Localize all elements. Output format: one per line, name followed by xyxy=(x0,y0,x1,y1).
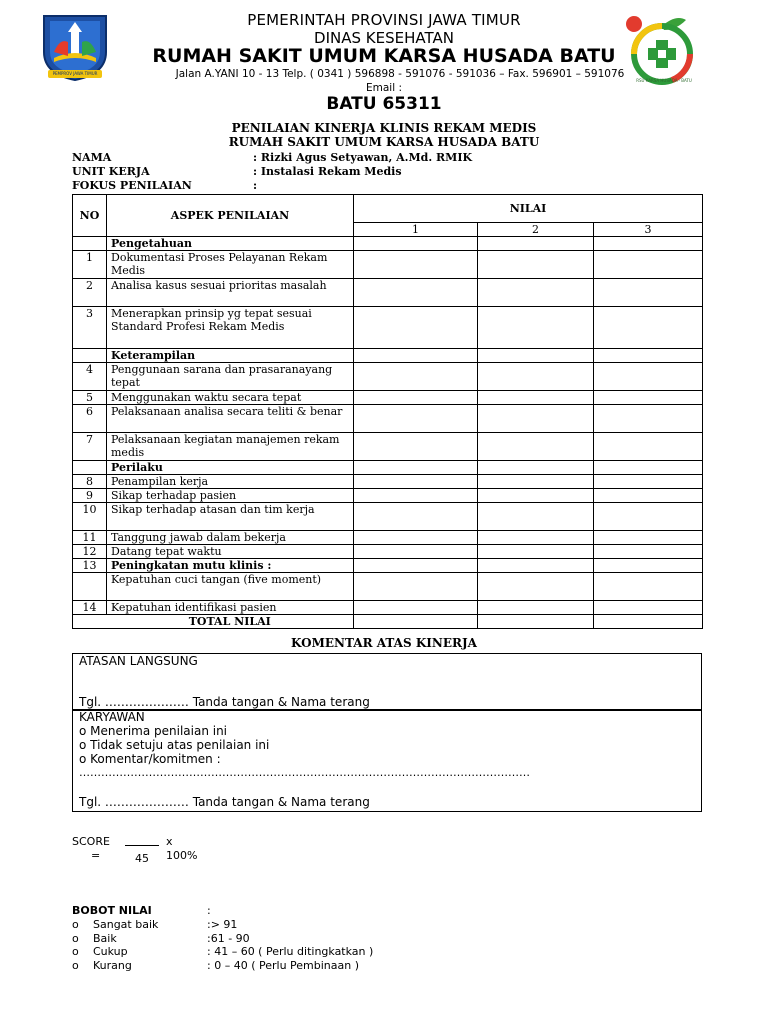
row-no: 10 xyxy=(73,503,107,531)
score-cell[interactable] xyxy=(478,433,594,461)
score-cell[interactable] xyxy=(478,475,594,489)
section-no-cell xyxy=(73,461,107,475)
bobot-range: :> 91 xyxy=(207,918,238,931)
col-aspek-header: ASPEK PENILAIAN xyxy=(107,195,354,237)
score-cell[interactable] xyxy=(478,237,594,251)
score-cell[interactable] xyxy=(354,279,478,307)
score-fraction-line xyxy=(125,845,159,846)
score-denominator: 45 xyxy=(135,852,149,865)
row-no: 14 xyxy=(73,601,107,615)
score-cell[interactable] xyxy=(594,237,703,251)
row-no: 4 xyxy=(73,363,107,391)
score-cell[interactable] xyxy=(478,545,594,559)
row-no: 3 xyxy=(73,307,107,349)
bobot-title: BOBOT NILAI xyxy=(72,904,152,917)
score-cell[interactable] xyxy=(354,307,478,349)
score-cell[interactable] xyxy=(594,363,703,391)
atasan-label: ATASAN LANGSUNG xyxy=(79,654,198,668)
score-cell[interactable] xyxy=(478,559,594,573)
score-percent: 100% xyxy=(166,849,198,862)
section-perilaku: Perilaku xyxy=(107,461,354,475)
score-cell[interactable] xyxy=(478,601,594,615)
score-cell[interactable] xyxy=(594,251,703,279)
score-cell[interactable] xyxy=(354,433,478,461)
row-aspek: Pelaksanaan kegiatan manajemen rekam medis xyxy=(107,433,354,461)
bobot-bullet: o xyxy=(72,918,79,931)
score-cell[interactable] xyxy=(354,363,478,391)
bobot-name: Sangat baik xyxy=(93,918,159,931)
bobot-bullet: o xyxy=(72,959,79,972)
score-cell[interactable] xyxy=(478,279,594,307)
score-cell[interactable] xyxy=(354,489,478,503)
bobot-range: :61 - 90 xyxy=(207,932,250,945)
score-cell[interactable] xyxy=(354,405,478,433)
komentar-atasan-box xyxy=(72,653,702,711)
bobot-name: Cukup xyxy=(93,945,128,958)
city-postcode: BATU 65311 xyxy=(326,94,442,114)
option-tidak-setuju[interactable]: o Tidak setuju atas penilaian ini xyxy=(79,738,270,752)
score-cell[interactable] xyxy=(594,405,703,433)
score-cell[interactable] xyxy=(478,405,594,433)
score-cell[interactable] xyxy=(478,503,594,531)
bobot-bullet: o xyxy=(72,932,79,945)
score-cell[interactable] xyxy=(354,251,478,279)
field-unit-value: : Instalasi Rekam Medis xyxy=(253,165,402,178)
total-cell[interactable] xyxy=(478,615,594,629)
score-cell[interactable] xyxy=(594,545,703,559)
score-cell[interactable] xyxy=(354,559,478,573)
row-no: 5 xyxy=(73,391,107,405)
score-col-1: 1 xyxy=(354,223,478,237)
karyawan-label: KARYAWAN xyxy=(79,710,145,724)
option-menerima[interactable]: o Menerima penilaian ini xyxy=(79,724,228,738)
section-keterampilan: Keterampilan xyxy=(107,349,354,363)
total-no-cell xyxy=(73,615,107,629)
score-cell[interactable] xyxy=(478,531,594,545)
form-title-2: RUMAH SAKIT UMUM KARSA HUSADA BATU xyxy=(228,135,540,149)
row-aspek: Datang tepat waktu xyxy=(107,545,354,559)
total-cell[interactable] xyxy=(594,615,703,629)
form-title-1: PENILAIAN KINERJA KLINIS REKAM MEDIS xyxy=(231,121,537,135)
row-no xyxy=(73,573,107,601)
row-no: 2 xyxy=(73,279,107,307)
field-nama-label: NAMA xyxy=(72,151,112,164)
bobot-name: Baik xyxy=(93,932,117,945)
bobot-range: : 41 – 60 ( Perlu ditingkatkan ) xyxy=(207,945,374,958)
field-fokus-value: : xyxy=(253,179,258,192)
assessment-table xyxy=(72,194,703,629)
komentar-karyawan-box xyxy=(72,709,702,812)
score-cell[interactable] xyxy=(478,349,594,363)
score-cell[interactable] xyxy=(594,573,703,601)
row-aspek: Dokumentasi Proses Pelayanan Rekam Medis xyxy=(107,251,354,279)
score-cell[interactable] xyxy=(594,349,703,363)
score-cell[interactable] xyxy=(478,573,594,601)
row-no: 13 xyxy=(73,559,107,573)
score-cell[interactable] xyxy=(594,531,703,545)
score-cell[interactable] xyxy=(594,433,703,461)
bobot-bullet: o xyxy=(72,945,79,958)
score-cell[interactable] xyxy=(354,503,478,531)
row-no: 7 xyxy=(73,433,107,461)
score-cell[interactable] xyxy=(354,237,478,251)
score-cell[interactable] xyxy=(594,391,703,405)
field-nama-value: : Rizki Agus Setyawan, A.Md. RMIK xyxy=(253,151,473,164)
score-cell[interactable] xyxy=(594,279,703,307)
score-cell[interactable] xyxy=(354,461,478,475)
score-cell[interactable] xyxy=(594,601,703,615)
row-aspek: Kepatuhan identifikasi pasien xyxy=(107,601,354,615)
score-cell[interactable] xyxy=(478,461,594,475)
score-cell[interactable] xyxy=(354,531,478,545)
bobot-name: Kurang xyxy=(93,959,132,972)
score-col-3: 3 xyxy=(594,223,703,237)
score-cell[interactable] xyxy=(478,363,594,391)
row-aspek: Penggunaan sarana dan prasaranayang tepat xyxy=(107,363,354,391)
score-label: SCORE xyxy=(72,835,110,848)
row-aspek: Analisa kasus sesuai prioritas masalah xyxy=(107,279,354,307)
score-cell[interactable] xyxy=(594,307,703,349)
row-aspek: Pelaksanaan analisa secara teliti & benar xyxy=(107,405,354,433)
row-aspek: Menggunakan waktu secara tepat xyxy=(107,391,354,405)
hospital-logo-text: RSU KARSA HUSADA · BATU xyxy=(636,78,692,83)
score-cell[interactable] xyxy=(354,349,478,363)
col-nilai-header: NILAI xyxy=(354,195,703,223)
komentar-dots[interactable]: …………………………………………………………………………………………………………… xyxy=(79,766,530,779)
row-no: 11 xyxy=(73,531,107,545)
section-mutu: Peningkatan mutu klinis : xyxy=(107,559,354,573)
row-no: 8 xyxy=(73,475,107,489)
row-aspek: Sikap terhadap pasien xyxy=(107,489,354,503)
score-cell[interactable] xyxy=(478,251,594,279)
row-aspek: Penampilan kerja xyxy=(107,475,354,489)
karyawan-signature-line[interactable]: Tgl. ………………… Tanda tangan & Nama terang xyxy=(79,795,370,809)
score-cell[interactable] xyxy=(354,601,478,615)
score-cell[interactable] xyxy=(354,573,478,601)
komentar-title: KOMENTAR ATAS KINERJA xyxy=(291,636,477,650)
score-cell[interactable] xyxy=(594,461,703,475)
score-cell[interactable] xyxy=(594,503,703,531)
score-cell[interactable] xyxy=(478,307,594,349)
row-aspek: Menerapkan prinsip yg tepat sesuai Standard Profesi Rekam Medis xyxy=(107,307,354,349)
score-cell[interactable] xyxy=(478,489,594,503)
score-cell[interactable] xyxy=(594,489,703,503)
score-times: x xyxy=(166,835,173,848)
score-cell[interactable] xyxy=(354,475,478,489)
email-label: Email : xyxy=(365,82,402,94)
section-pengetahuan: Pengetahuan xyxy=(107,237,354,251)
total-nilai-label: TOTAL NILAI xyxy=(107,615,354,629)
row-aspek: Kepatuhan cuci tangan (five moment) xyxy=(107,573,354,601)
atasan-signature-line[interactable]: Tgl. ………………… Tanda tangan & Nama terang xyxy=(79,695,370,709)
hospital-name: RUMAH SAKIT UMUM KARSA HUSADA BATU xyxy=(152,45,616,67)
row-aspek: Tanggung jawab dalam bekerja xyxy=(107,531,354,545)
address: Jalan A.YANI 10 - 13 Telp. ( 0341 ) 596898 - 591076 - 591036 – Fax. 596901 – 591076 xyxy=(175,68,625,80)
field-fokus-label: FOKUS PENILAIAN xyxy=(72,179,192,192)
row-no: 12 xyxy=(73,545,107,559)
row-no: 9 xyxy=(73,489,107,503)
score-equals: = xyxy=(91,849,101,862)
option-komentar[interactable]: o Komentar/komitmen : xyxy=(79,752,221,766)
score-cell[interactable] xyxy=(478,391,594,405)
total-cell[interactable] xyxy=(354,615,478,629)
provincial-logo-text: PEMPROV JAWA TIMUR xyxy=(52,71,98,76)
score-cell[interactable] xyxy=(594,475,703,489)
header-line-1: PEMERINTAH PROVINSI JAWA TIMUR xyxy=(247,11,521,29)
bobot-range: : 0 – 40 ( Perlu Pembinaan ) xyxy=(207,959,360,972)
section-no-cell xyxy=(73,349,107,363)
bobot-colon: : xyxy=(207,904,211,917)
col-no-header: NO xyxy=(73,195,107,237)
row-no: 6 xyxy=(73,405,107,433)
row-aspek: Sikap terhadap atasan dan tim kerja xyxy=(107,503,354,531)
row-no: 1 xyxy=(73,251,107,279)
score-cell[interactable] xyxy=(354,545,478,559)
section-no-cell xyxy=(73,237,107,251)
score-col-2: 2 xyxy=(478,223,594,237)
field-unit-label: UNIT KERJA xyxy=(72,165,150,178)
header-line-2: DINAS KESEHATAN xyxy=(314,29,454,47)
score-cell[interactable] xyxy=(594,559,703,573)
score-cell[interactable] xyxy=(354,391,478,405)
